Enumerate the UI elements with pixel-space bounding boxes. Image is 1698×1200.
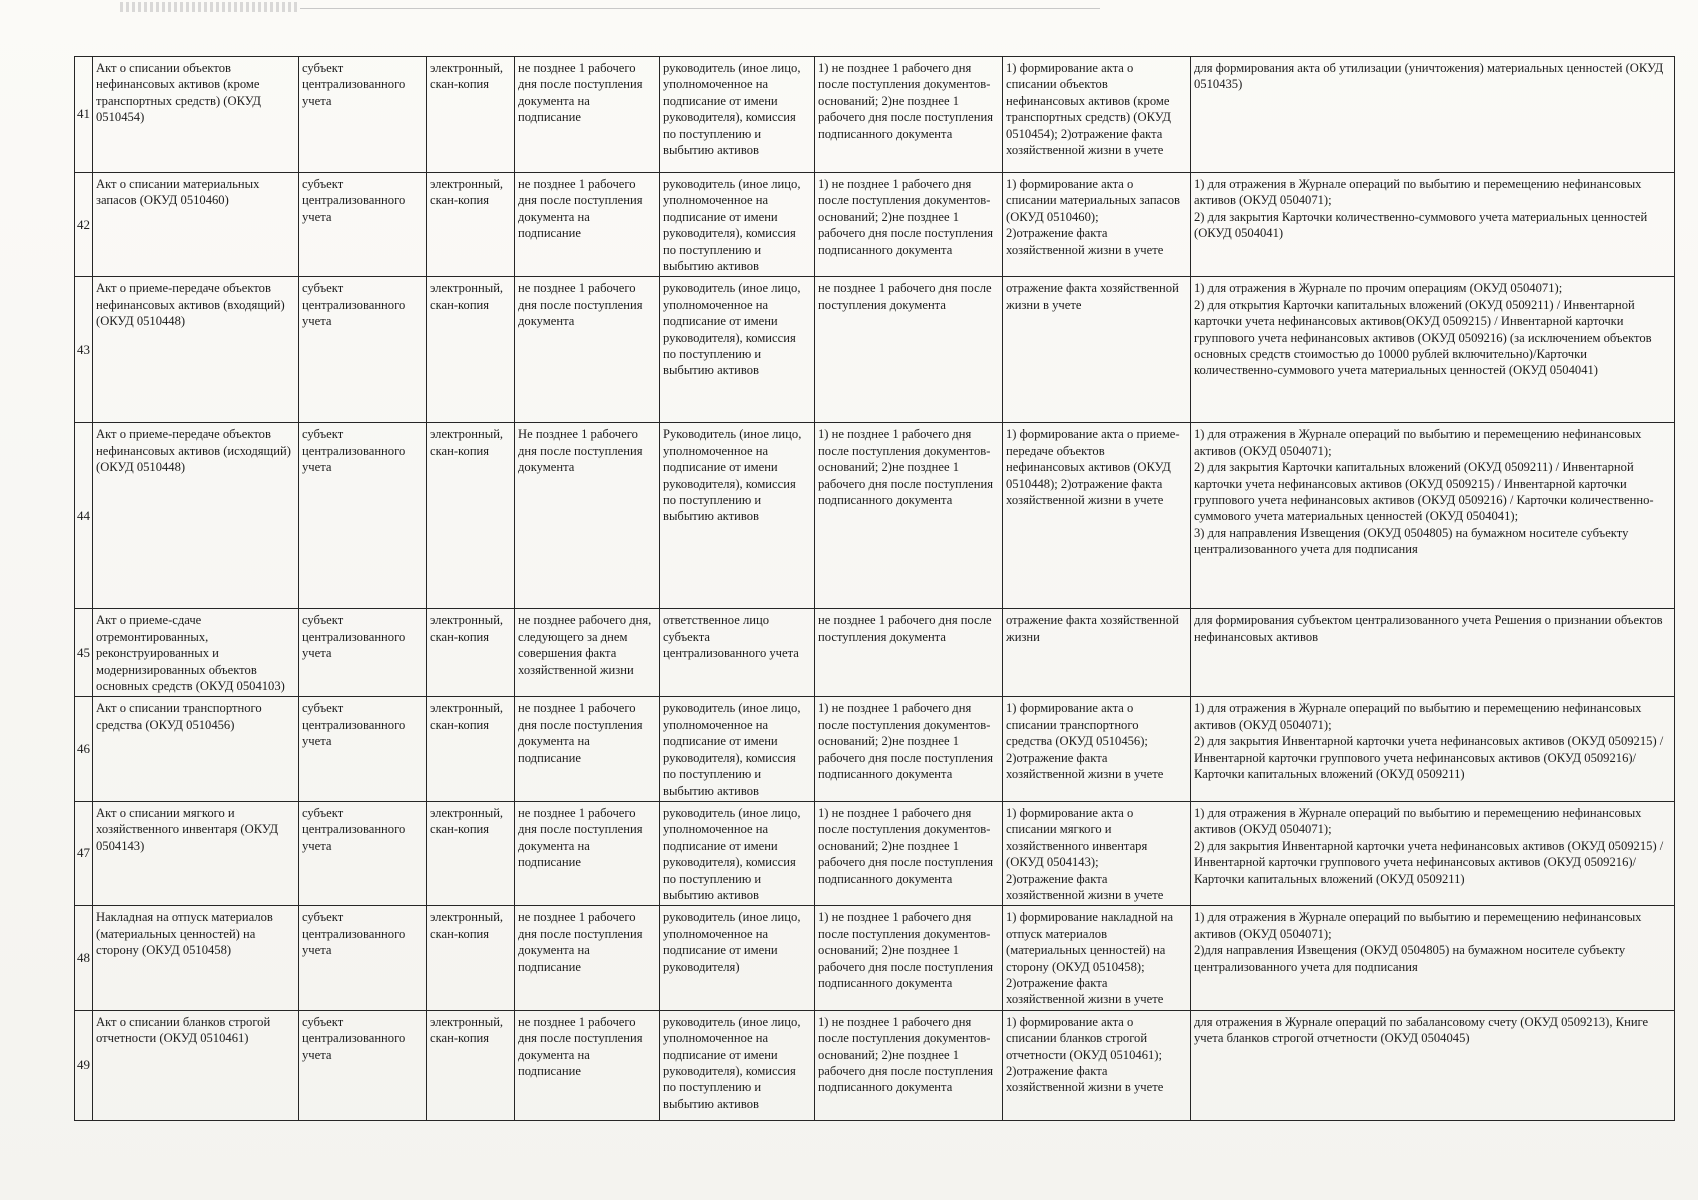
purpose-cell	[1003, 57, 1191, 173]
table-row	[75, 57, 1675, 173]
purpose-text: 1) формирование акта о списании бланков строгой отчетности (ОКУД 0510461); 2)отражение факта хозяйственной жизни в учете	[1006, 1014, 1164, 1095]
term-text: не позднее рабочего дня, следующего за днем совершения факта хозяйственной жизни	[518, 613, 652, 677]
row-number-cell	[75, 173, 93, 277]
signer-cell	[660, 697, 815, 801]
usage-cell	[1191, 277, 1675, 423]
deadline-text: 1) не позднее 1 рабочего дня после поступления документов-оснований; 2)не позднее 1 рабочего дня после поступления подписанного документа	[818, 177, 993, 257]
signer-text: руководитель (иное лицо, уполномоченное на подписание от имени руководителя), комиссия по поступлению и выбытию активов	[663, 1014, 801, 1111]
purpose-cell	[1003, 697, 1191, 801]
term-cell	[515, 277, 660, 423]
usage-cell	[1191, 173, 1675, 277]
signer-cell	[660, 609, 815, 697]
deadline-cell	[815, 173, 1003, 277]
creator-text: субъект централизованного учета	[302, 1014, 406, 1062]
format-text: электронный, скан-копия	[430, 1014, 504, 1046]
signer-text: руководитель (иное лицо, уполномоченное на подписание от имени руководителя), комиссия по поступлению и выбытию активов	[663, 177, 801, 274]
document-name-text: Акт о списании объектов нефинансовых активов (кроме транспортных средств) (ОКУД 0510454)	[96, 61, 261, 125]
format-text: электронный, скан-копия	[430, 910, 504, 941]
document-name-cell	[93, 801, 299, 905]
term-text: Не позднее 1 рабочего дня после поступления документа	[518, 427, 643, 475]
usage-cell	[1191, 801, 1675, 905]
deadline-text: 1) не позднее 1 рабочего дня после поступления документов-оснований; 2)не позднее 1 рабочего дня после поступления подписанного документа	[818, 910, 993, 990]
row-number-cell	[75, 906, 93, 1010]
purpose-text: 1) формирование акта о списании транспортного средства (ОКУД 0510456); 2)отражение факта хозяйственной жизни в учете	[1006, 701, 1164, 782]
usage-text: 1) для отражения в Журнале операций по выбытию и перемещению нефинансовых активов (ОКУД 0504071); 2) для закрытия Карточки капитальных вложений (ОКУД 0509211) / Инвентарной карточки учета нефинансовых активов (ОКУД 0509215) / Инвентарной карточки группового учета нефинансовых активов (ОКУД 0509216) / Карточки количественно-суммового учета материальных ценностей (ОКУД 0504041); 3) для направления Извещения (ОКУД 0504805) на бумажном носителе субъекту централизованного учета для подписания	[1194, 427, 1654, 557]
deadline-cell	[815, 423, 1003, 609]
usage-text: для формирования акта об утилизации (уничтожения) материальных ценностей (ОКУД 0510435)	[1194, 61, 1664, 92]
deadline-text: не позднее 1 рабочего дня после поступления документа	[818, 613, 992, 644]
creator-text: субъект централизованного учета	[302, 910, 406, 958]
usage-cell	[1191, 57, 1675, 173]
format-text: электронный, скан-копия	[430, 281, 504, 312]
document-name-cell	[93, 906, 299, 1010]
term-cell	[515, 1010, 660, 1120]
signer-text: руководитель (иное лицо, уполномоченное на подписание от имени руководителя), комиссия по поступлению и выбытию активов	[663, 281, 801, 378]
creator-cell	[299, 423, 427, 609]
creator-cell	[299, 57, 427, 173]
deadline-text: не позднее 1 рабочего дня после поступления документа	[818, 281, 992, 312]
document-name-cell	[93, 609, 299, 697]
purpose-cell	[1003, 277, 1191, 423]
purpose-text: отражение факта хозяйственной жизни	[1006, 613, 1179, 644]
format-cell	[427, 801, 515, 905]
document-name-cell	[93, 1010, 299, 1120]
signer-cell	[660, 801, 815, 905]
signer-cell	[660, 277, 815, 423]
usage-cell	[1191, 423, 1675, 609]
deadline-cell	[815, 697, 1003, 801]
document-name-text: Акт о списании материальных запасов (ОКУД 0510460)	[96, 177, 260, 208]
signer-cell	[660, 57, 815, 173]
purpose-text: 1) формирование накладной на отпуск материалов (материальных ценностей) на сторону (ОКУД 0510458); 2)отражение факта хозяйственной жизни в учете	[1006, 910, 1174, 1007]
purpose-text: отражение факта хозяйственной жизни в учете	[1006, 281, 1179, 312]
document-name-text: Акт о приеме-сдаче отремонтированных, реконструированных и модернизированных объектов основных средств (ОКУД 0504103)	[96, 613, 285, 694]
creator-text: субъект централизованного учета	[302, 613, 406, 661]
term-text: не позднее 1 рабочего дня после поступления документа на подписание	[518, 910, 643, 974]
term-cell	[515, 57, 660, 173]
purpose-cell	[1003, 1010, 1191, 1120]
format-cell	[427, 697, 515, 801]
table-row	[75, 173, 1675, 277]
row-number-cell	[75, 609, 93, 697]
purpose-text: 1) формирование акта о приеме-передаче объектов нефинансовых активов (ОКУД 0510448); 2)отражение факта хозяйственной жизни в учете	[1006, 427, 1180, 508]
purpose-text: 1) формирование акта о списании материальных запасов (ОКУД 0510460); 2)отражение факта хозяйственной жизни в учете	[1006, 177, 1180, 257]
table-body	[75, 57, 1675, 1121]
format-cell	[427, 57, 515, 173]
document-flow-table	[74, 56, 1675, 1121]
table-row	[75, 801, 1675, 905]
signer-text: Руководитель (иное лицо, уполномоченное на подписание от имени руководителя), комиссия по поступлению и выбытию активов	[663, 427, 802, 524]
row-number: 46	[77, 740, 90, 756]
format-cell	[427, 906, 515, 1010]
deadline-cell	[815, 609, 1003, 697]
creator-cell	[299, 697, 427, 801]
term-text: не позднее 1 рабочего дня после поступления документа на подписание	[518, 177, 643, 241]
signer-cell	[660, 1010, 815, 1120]
term-text: не позднее 1 рабочего дня после поступления документа на подписание	[518, 701, 643, 765]
format-text: электронный, скан-копия	[430, 427, 504, 458]
term-cell	[515, 609, 660, 697]
format-text: электронный, скан-копия	[430, 701, 504, 732]
creator-text: субъект централизованного учета	[302, 61, 406, 108]
format-cell	[427, 609, 515, 697]
term-cell	[515, 697, 660, 801]
table-row	[75, 277, 1675, 423]
row-number: 44	[77, 507, 90, 523]
format-text: электронный, скан-копия	[430, 177, 504, 208]
row-number: 45	[77, 644, 90, 660]
creator-text: субъект централизованного учета	[302, 701, 406, 749]
row-number: 49	[77, 1057, 90, 1073]
format-cell	[427, 423, 515, 609]
purpose-text: 1) формирование акта о списании объектов нефинансовых активов (кроме транспортных средств) (ОКУД 0510454); 2)отражение факта хозяйственной жизни в учете	[1006, 61, 1171, 158]
document-name-text: Акт о списании транспортного средства (ОКУД 0510456)	[96, 701, 262, 732]
document-name-text: Акт о приеме-передаче объектов нефинансовых активов (входящий) (ОКУД 0510448)	[96, 281, 285, 329]
term-cell	[515, 906, 660, 1010]
usage-text: 1) для отражения в Журнале по прочим операциям (ОКУД 0504071); 2) для открытия Карточки капитальных вложений (ОКУД 0509211) / Инвентарной карточки учета нефинансовых активов(ОКУД 0509215) / Инвентарной карточки группового учета нефинансовых активов (ОКУД 0509216) (за исключением объектов основных средств стоимостью до 10000 рублей включительно)/Карточки количественно-суммового учета материальных ценностей (ОКУД 0504041)	[1194, 281, 1652, 378]
row-number: 47	[77, 845, 90, 861]
deadline-text: 1) не позднее 1 рабочего дня после поступления документов-оснований; 2)не позднее 1 рабочего дня после поступления подписанного документа	[818, 61, 993, 141]
usage-cell	[1191, 1010, 1675, 1120]
row-number-cell	[75, 423, 93, 609]
document-name-cell	[93, 173, 299, 277]
document-name-text: Акт о списании бланков строгой отчетности (ОКУД 0510461)	[96, 1014, 271, 1046]
format-text: электронный, скан-копия	[430, 613, 504, 644]
creator-text: субъект централизованного учета	[302, 177, 406, 224]
signer-cell	[660, 906, 815, 1010]
creator-cell	[299, 1010, 427, 1120]
signer-text: руководитель (иное лицо, уполномоченное на подписание от имени руководителя), комиссия по поступлению и выбытию активов	[663, 701, 801, 798]
document-name-cell	[93, 423, 299, 609]
usage-text: для формирования субъектом централизованного учета Решения о признании объектов нефинансовых активов	[1194, 613, 1663, 644]
deadline-text: 1) не позднее 1 рабочего дня после поступления документов-оснований; 2)не позднее 1 рабочего дня после поступления подписанного документа	[818, 1014, 993, 1095]
term-text: не позднее 1 рабочего дня после поступления документа на подписание	[518, 61, 643, 125]
row-number-cell	[75, 277, 93, 423]
term-cell	[515, 423, 660, 609]
usage-cell	[1191, 697, 1675, 801]
row-number: 48	[77, 949, 90, 965]
document-name-text: Акт о списании мягкого и хозяйственного инвентаря (ОКУД 0504143)	[96, 805, 279, 853]
creator-text: субъект централизованного учета	[302, 805, 406, 853]
usage-text: для отражения в Журнале операций по забалансовому счету (ОКУД 0509213), Книге учета бланков строгой отчетности (ОКУД 0504045)	[1194, 1014, 1649, 1046]
usage-text: 1) для отражения в Журнале операций по выбытию и перемещению нефинансовых активов (ОКУД 0504071); 2) для закрытия Карточки количественно-суммового учета материальных ценностей (ОКУД 0504041)	[1194, 177, 1648, 241]
scan-artifact-line	[300, 8, 1100, 9]
creator-cell	[299, 277, 427, 423]
creator-cell	[299, 609, 427, 697]
table-row	[75, 609, 1675, 697]
scan-artifact	[120, 2, 300, 12]
row-number-cell	[75, 697, 93, 801]
document-name-text: Акт о приеме-передаче объектов нефинансовых активов (исходящий) (ОКУД 0510448)	[96, 427, 291, 475]
format-cell	[427, 277, 515, 423]
signer-text: руководитель (иное лицо, уполномоченное на подписание от имени руководителя), комиссия по поступлению и выбытию активов	[663, 805, 801, 902]
row-number: 42	[77, 216, 90, 232]
purpose-cell	[1003, 609, 1191, 697]
signer-cell	[660, 423, 815, 609]
usage-cell	[1191, 906, 1675, 1010]
table-row	[75, 906, 1675, 1010]
purpose-cell	[1003, 423, 1191, 609]
deadline-cell	[815, 906, 1003, 1010]
creator-cell	[299, 906, 427, 1010]
row-number-cell	[75, 801, 93, 905]
term-text: не позднее 1 рабочего дня после поступления документа на подписание	[518, 1014, 643, 1078]
document-name-cell	[93, 697, 299, 801]
term-cell	[515, 173, 660, 277]
usage-text: 1) для отражения в Журнале операций по выбытию и перемещению нефинансовых активов (ОКУД 0504071); 2) для закрытия Инвентарной карточки учета нефинансовых активов (ОКУД 0509215) / Инвентарной карточки группового учета нефинансовых активов (ОКУД 0509216)/Карточки капитальных вложений (ОКУД 0509211)	[1194, 701, 1664, 782]
term-text: не позднее 1 рабочего дня после поступления документа на подписание	[518, 805, 643, 870]
creator-cell	[299, 801, 427, 905]
document-name-text: Накладная на отпуск материалов (материальных ценностей) на сторону (ОКУД 0510458)	[96, 910, 273, 958]
row-number-cell	[75, 1010, 93, 1120]
term-text: не позднее 1 рабочего дня после поступления документа	[518, 281, 643, 329]
usage-text: 1) для отражения в Журнале операций по выбытию и перемещению нефинансовых активов (ОКУД 0504071); 2)для направления Извещения (ОКУД 0504805) на бумажном носителе субъекту централизованного учета для подписания	[1194, 910, 1642, 974]
format-cell	[427, 173, 515, 277]
row-number: 43	[77, 341, 90, 357]
signer-cell	[660, 173, 815, 277]
purpose-cell	[1003, 906, 1191, 1010]
document-name-cell	[93, 277, 299, 423]
deadline-cell	[815, 1010, 1003, 1120]
document-name-cell	[93, 57, 299, 173]
creator-text: субъект централизованного учета	[302, 281, 406, 329]
deadline-text: 1) не позднее 1 рабочего дня после поступления документов-оснований; 2)не позднее 1 рабочего дня после поступления подписанного документа	[818, 805, 993, 886]
purpose-cell	[1003, 801, 1191, 905]
row-number-cell	[75, 57, 93, 173]
signer-text: ответственное лицо субъекта централизованного учета	[663, 613, 799, 661]
usage-text: 1) для отражения в Журнале операций по выбытию и перемещению нефинансовых активов (ОКУД 0504071); 2) для закрытия Инвентарной карточки учета нефинансовых активов (ОКУД 0509215) / Инвентарной карточки группового учета нефинансовых активов (ОКУД 0509216)/Карточки капитальных вложений (ОКУД 0509211)	[1194, 805, 1664, 886]
signer-text: руководитель (иное лицо, уполномоченное на подписание от имени руководителя), комиссия по поступлению и выбытию активов	[663, 61, 801, 158]
creator-cell	[299, 173, 427, 277]
signer-text: руководитель (иное лицо, уполномоченное на подписание от имени руководителя)	[663, 910, 801, 974]
purpose-text: 1) формирование акта о списании мягкого и хозяйственного инвентаря (ОКУД 0504143); 2)отражение факта хозяйственной жизни в учете	[1006, 805, 1164, 902]
creator-text: субъект централизованного учета	[302, 427, 406, 475]
deadline-cell	[815, 277, 1003, 423]
format-cell	[427, 1010, 515, 1120]
format-text: электронный, скан-копия	[430, 805, 504, 837]
deadline-cell	[815, 57, 1003, 173]
purpose-cell	[1003, 173, 1191, 277]
row-number: 41	[77, 106, 90, 122]
term-cell	[515, 801, 660, 905]
usage-cell	[1191, 609, 1675, 697]
table-row	[75, 1010, 1675, 1120]
table-row	[75, 697, 1675, 801]
deadline-text: 1) не позднее 1 рабочего дня после поступления документов-оснований; 2)не позднее 1 рабочего дня после поступления подписанного документа	[818, 427, 993, 508]
deadline-cell	[815, 801, 1003, 905]
deadline-text: 1) не позднее 1 рабочего дня после поступления документов-оснований; 2)не позднее 1 рабочего дня после поступления подписанного документа	[818, 701, 993, 782]
format-text: электронный, скан-копия	[430, 61, 504, 92]
table-row	[75, 423, 1675, 609]
